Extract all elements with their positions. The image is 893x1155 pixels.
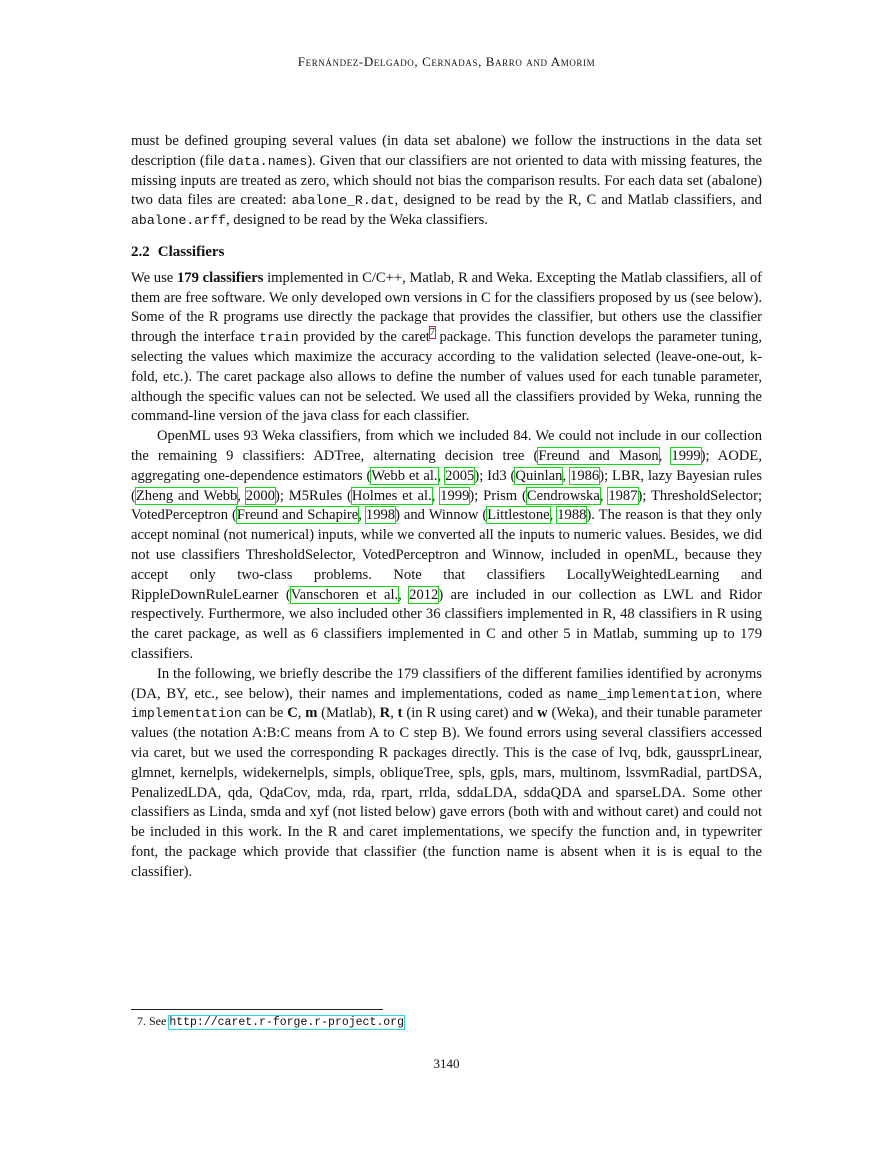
section-title: Classifiers bbox=[157, 243, 225, 260]
code-filename: data.names bbox=[228, 153, 308, 169]
text-run: must be defined grouping several values (in data set abalone) we follow the instructions in the data set description (file bbox=[131, 133, 762, 169]
text-run: can be bbox=[241, 705, 288, 722]
code-filename: abalone_R.dat bbox=[291, 193, 395, 209]
text-run: , bbox=[431, 487, 441, 504]
bold-text: R bbox=[379, 705, 391, 722]
body-text bbox=[131, 132, 762, 882]
text-run: , bbox=[437, 467, 446, 484]
text-run: provided by the caret bbox=[298, 329, 430, 346]
text-run: (in R using caret) and bbox=[402, 705, 538, 722]
footnote-text: See bbox=[149, 1014, 170, 1028]
footnote-ref-link[interactable]: 7 bbox=[429, 327, 435, 339]
footnote-marker: 7. bbox=[137, 1014, 146, 1028]
bold-text: t bbox=[397, 705, 403, 722]
text-run: , bbox=[398, 586, 410, 603]
code-implementation: implementation bbox=[131, 706, 242, 722]
text-run: , designed to be read by the R, C and Matlab classifiers, and bbox=[394, 192, 762, 209]
running-head: Fernández-Delgado, Cernadas, Barro and Amorim bbox=[297, 54, 596, 69]
citation-link[interactable]: Freund and Schapire bbox=[236, 507, 359, 524]
footnote-rule bbox=[131, 1009, 383, 1010]
text-run: (Weka), and their tunable parameter values (the notation A:B:C means from A to C step B). We found errors using several classifiers accessed via caret, but we used the corresponding R packages directly. This is the case of lvq, bdk, gaussprLinear, glmnet, kernelpls, widekernelpls, simpls, obliqueTree, spls, gpls, mars, multinom, lssvmRadial, partDSA, PenalizedLDA, qda, QdaCov, mda, rda, rpart, rrlda, sddaLDA, sddaQDA and sparseLDA. Some other classifiers as Linda, smda and xyf (not listed below) gave errors (both with and without caret) and could not be included in this work. In the R and caret implementations, we specify the function and, in typewriter font, the package which provide that classifier (the function name is absent when it is is equal to the classifier). bbox=[131, 705, 762, 880]
text-run: , bbox=[549, 507, 558, 524]
text-run: (Matlab), bbox=[317, 705, 380, 722]
citation-link[interactable]: Vanschoren et al. bbox=[290, 586, 399, 603]
text-run: ) are included in our collection as LWL and Ridor respectively. Furthermore, we also included other 36 classifiers implemented in R, 48 classifiers in R using the caret package, as well as 6 classifiers implemented in C and other 5 in Matlab, summing up to 179 classifiers. bbox=[131, 586, 762, 662]
citation-link[interactable]: Freund and Mason bbox=[538, 447, 659, 464]
citation-link[interactable]: 1988 bbox=[557, 507, 587, 524]
text-run: , bbox=[237, 487, 246, 504]
text-run: ); Id3 ( bbox=[474, 467, 516, 484]
citation-link[interactable]: 1998 bbox=[365, 507, 396, 524]
text-run: OpenML uses 93 Weka classifiers, from which we included 84. We could not include in our collection the remaining 9 classifiers: ADTree, alternating decision tree ( bbox=[131, 428, 762, 464]
text-run: , bbox=[390, 705, 398, 722]
text-run: , bbox=[297, 705, 306, 722]
citation-link[interactable]: Littlestone bbox=[487, 507, 550, 524]
text-run: , designed to be read by the Weka classifiers. bbox=[225, 212, 488, 229]
citation-link[interactable]: Holmes et al. bbox=[351, 487, 432, 504]
text-run: ); AODE, aggregating one-dependence estimators ( bbox=[131, 447, 762, 484]
text-run: ); ThresholdSelector; VotedPerceptron ( bbox=[131, 487, 763, 524]
bold-text: w bbox=[537, 705, 548, 722]
citation-link[interactable]: 1986 bbox=[570, 467, 600, 484]
citation-link[interactable]: Webb et al. bbox=[371, 467, 438, 484]
citation-link[interactable]: 1999 bbox=[671, 447, 701, 464]
code-filename: abalone.arff bbox=[131, 213, 226, 229]
bold-text: 179 classifiers bbox=[176, 269, 264, 286]
text-run: implemented in C/C++, Matlab, R and Weka. Excepting the Matlab classifiers, all of them are free software. We only developed own versions in C for the classifiers proposed by us (see below). Some of the R programs use directly the package that provides the classifier, but others use the classifier through the interface bbox=[131, 269, 762, 346]
text-run: ); M5Rules ( bbox=[274, 487, 352, 504]
citation-link[interactable]: Cendrowska bbox=[526, 487, 600, 504]
bold-text: m bbox=[305, 705, 318, 722]
text-run: ). The reason is that they only accept nominal (not numerical) inputs, while we converted all the inputs to numeric values. Besides, we did not use classifiers ThresholdSelector, VotedPerceptron and Winnow, included in openML, because they accept only two-class problems. Note that classifiers LocallyWeightedLearning and RippleDownRuleLearner ( bbox=[131, 507, 762, 603]
text-run: , where bbox=[716, 685, 762, 702]
paragraph-data-files bbox=[131, 132, 762, 231]
text-run: , bbox=[562, 467, 571, 484]
section-heading bbox=[131, 243, 762, 263]
citation-link[interactable]: 2005 bbox=[445, 467, 475, 484]
paragraph-naming bbox=[131, 665, 762, 883]
text-run: ); Prism ( bbox=[469, 487, 527, 504]
citation-link[interactable]: Quinlan bbox=[515, 467, 563, 484]
paragraph-openml bbox=[131, 427, 762, 665]
section-number: 2.2 bbox=[131, 243, 150, 260]
text-run: ); LBR, lazy Bayesian rules ( bbox=[131, 467, 763, 504]
footnote-url-link[interactable]: http://caret.r-forge.r-project.org bbox=[169, 1016, 404, 1029]
text-run: ) and Winnow ( bbox=[395, 507, 488, 524]
text-run: , bbox=[658, 447, 672, 464]
citation-link[interactable]: 2000 bbox=[245, 487, 275, 504]
citation-link[interactable]: 1999 bbox=[440, 487, 470, 504]
text-run: We use bbox=[131, 269, 177, 286]
citation-link[interactable]: Zheng and Webb bbox=[135, 487, 238, 504]
code-function: train bbox=[259, 330, 299, 346]
bold-text: C bbox=[287, 705, 298, 722]
page-number: 3140 bbox=[433, 1056, 460, 1071]
text-run: , bbox=[358, 507, 366, 524]
text-run: ). Given that our classifiers are not oriented to data with missing features, the missing inputs are treated as zero, which should not bias the comparison results. For each data set (abalone) two data files are created: bbox=[131, 152, 762, 209]
code-name-implementation: name_implementation bbox=[566, 686, 717, 702]
citation-link[interactable]: 1987 bbox=[608, 487, 638, 504]
text-run: , bbox=[599, 487, 609, 504]
text-run: package. This function develops the parameter tuning, selecting the values which maximize the accuracy according to the validation selected (leave-one-out, k-fold, etc.). The caret package also allows to define the number of values used for each tunable parameter, although the specific values can not be selected. We used all the classifiers provided by Weka, running the command-line version of the java class for each classifier. bbox=[131, 329, 762, 425]
paragraph-classifiers-intro bbox=[131, 269, 762, 427]
text-run: In the following, we briefly describe the 179 classifiers of the different families identified by acronyms (DA, BY, etc., see below), their names and implementations, coded as bbox=[131, 665, 762, 702]
footnote bbox=[137, 1014, 404, 1029]
citation-link[interactable]: 2012 bbox=[409, 586, 439, 603]
